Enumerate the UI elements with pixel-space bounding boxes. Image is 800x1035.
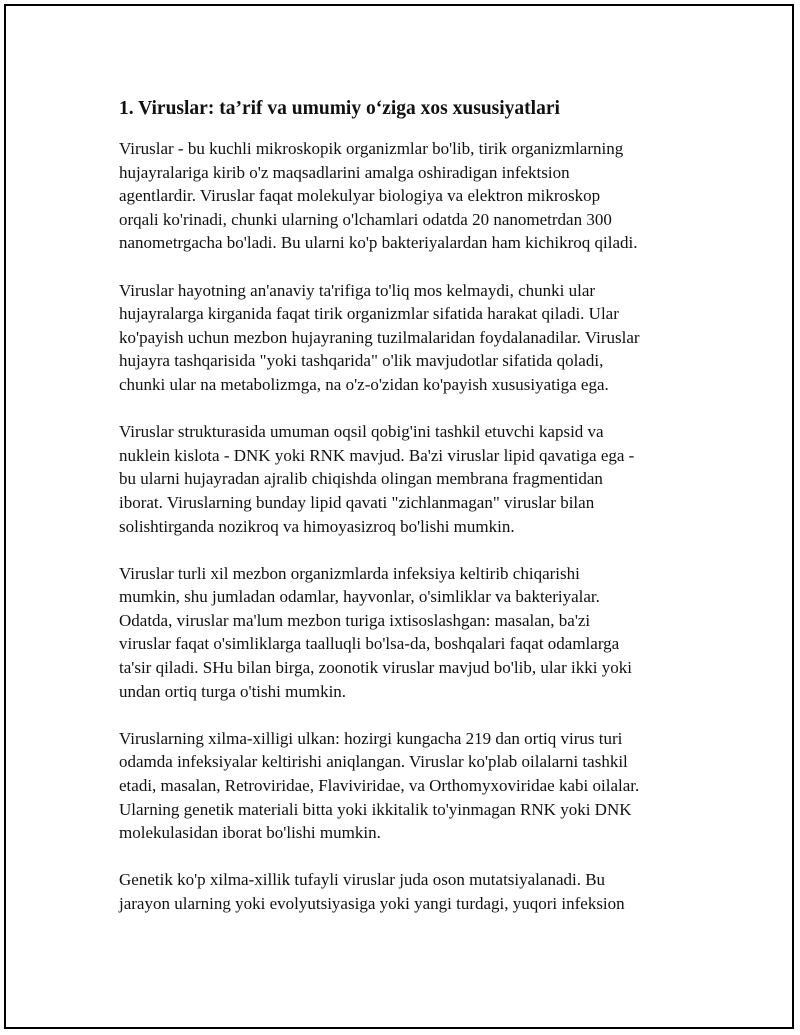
paragraph-line: Viruslar hayotning an'anaviy ta'rifiga to'liq mos kelmaydi, chunki ular [119, 280, 596, 300]
paragraph-line: iborat. Viruslarning bunday lipid qavati "zichlanmagan" viruslar bilan [119, 492, 595, 512]
paragraph-line: Genetik ko'p xilma-xillik tufayli viruslar juda oson mutatsiyalanadi. Bu [119, 870, 606, 890]
paragraph-line: nanometrgacha bo'ladi. Bu ularni ko'p bakteriyalardan ham kichikroq qiladi. [119, 233, 638, 253]
paragraph-line: ta'sir qiladi. SHu bilan birga, zoonotik viruslar mavjud bo'lib, ular ikki yoki [119, 658, 632, 678]
paragraph-line: undan ortiq turga o'tishi mumkin. [119, 681, 347, 701]
paragraph-line: odamda infeksiyalar keltirishi aniqlangan. Viruslar ko'plab oilalarni tashkil [119, 752, 628, 772]
paragraph-line: ko'payish uchun mezbon hujayraning tuzilmalaridan foydalanadilar. Viruslar [119, 327, 640, 347]
paragraph [119, 137, 699, 255]
document-body [119, 97, 699, 939]
paragraph-line: Viruslar - bu kuchli mikroskopik organizmlar bo'lib, tirik organizmlarning [119, 139, 624, 158]
paragraph-line: chunki ular na metabolizmga, na o'z-o'zidan ko'payish xususiyatiga ega. [119, 374, 609, 394]
paragraph-line: agentlardir. Viruslar faqat molekulyar biologiya va elektron mikroskop [119, 186, 601, 206]
paragraph-line: viruslar faqat o'simliklarga taalluqli bo'lsa-da, boshqalari faqat odamlarga [119, 634, 620, 654]
section-heading: 1. Viruslar: ta’rif va umumiy o‘ziga xos xususiyatlari [119, 98, 560, 119]
paragraph-line: hujayra tashqarisida "yoki tashqarida" o'lik mavjudotlar sifatida qoladi, [119, 351, 604, 371]
page-frame [4, 4, 794, 1029]
paragraph-line: hujayralarga kirganida faqat tirik organizmlar sifatida harakat qiladi. Ular [119, 304, 619, 324]
paragraph-line: bu ularni hujayradan ajralib chiqishda olingan membrana fragmentidan [119, 469, 603, 489]
paragraph-line: solishtirganda nozikroq va himoyasizroq bo'lishi mumkin. [119, 516, 515, 536]
paragraph-line: Odatda, viruslar ma'lum mezbon turiga ixtisoslashgan: masalan, ba'zi [119, 610, 591, 630]
paragraph [119, 562, 699, 704]
paragraph-line: Viruslar turli xil mezbon organizmlarda infeksiya keltirib chiqarishi [119, 563, 580, 583]
paragraph-line: nuklein kislota - DNK yoki RNK mavjud. Ba'zi viruslar lipid qavatiga ega - [119, 445, 635, 465]
paragraph-line: etadi, masalan, Retroviridae, Flaviviridae, va Orthomyxoviridae kabi oilalar. [119, 776, 640, 796]
paragraph-line: Viruslar strukturasida umuman oqsil qobig'ini tashkil etuvchi kapsid va [119, 422, 604, 442]
paragraph-line: Viruslarning xilma-xilligi ulkan: hozirgi kungacha 219 dan ortiq virus turi [119, 728, 623, 748]
paragraph [119, 868, 699, 915]
paragraph-line: hujayralariga kirib o'z maqsadlarini amalga oshiradigan infektsion [119, 162, 570, 182]
paragraph-line: jarayon ularning yoki evolyutsiyasiga yoki yangi turdagi, yuqori infeksion [119, 894, 625, 913]
paragraph [119, 727, 699, 845]
paragraph-line: mumkin, shu jumladan odamlar, hayvonlar, o'simliklar va bakteriyalar. [119, 587, 600, 607]
paragraph-list [119, 137, 699, 916]
paragraph-line: molekulasidan iborat bo'lishi mumkin. [119, 823, 381, 843]
paragraph-line: Ularning genetik materiali bitta yoki ikkitalik to'yinmagan RNK yoki DNK [119, 799, 632, 819]
paragraph [119, 279, 699, 397]
paragraph [119, 420, 699, 538]
paragraph-line: orqali ko'rinadi, chunki ularning o'lchamlari odatda 20 nanometrdan 300 [119, 209, 612, 229]
